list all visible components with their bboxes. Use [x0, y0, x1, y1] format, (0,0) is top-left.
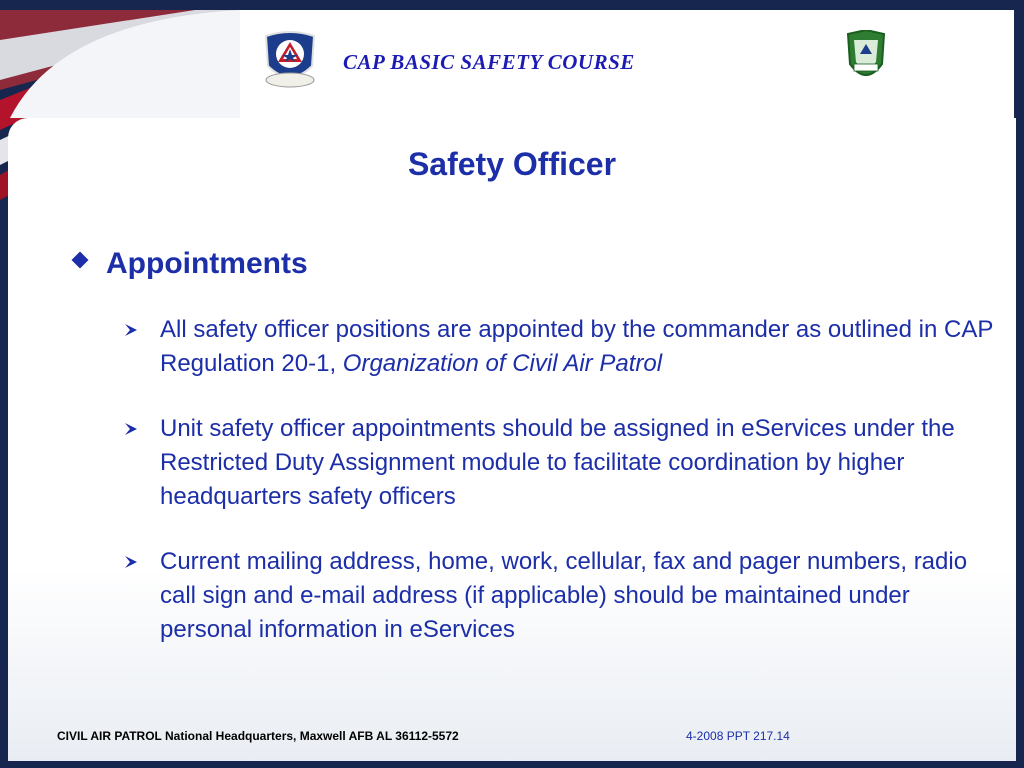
slide-title: Safety Officer	[407, 146, 617, 182]
bullet-item	[122, 313, 1002, 381]
footer-organization: CIVIL AIR PATROL National Headquarters, Maxwell AFB AL 36112-5572	[57, 729, 459, 743]
bullet-item	[122, 545, 1002, 647]
bullet-list	[122, 313, 1002, 678]
bullet-text: Unit safety officer appointments should be assigned in eServices under the Restricted Duty Assignment module to facilitate coordination by higher headquarters safety officers	[160, 415, 955, 510]
arrow-bullet-icon	[124, 555, 138, 569]
bullet-item	[122, 412, 1002, 514]
section-heading: Appointments	[106, 247, 308, 280]
diamond-bullet-icon	[72, 252, 89, 269]
bullet-italic-text: Organization of Civil Air Patrol	[342, 350, 663, 377]
header-title: CAP BASIC SAFETY COURSE	[343, 50, 635, 74]
safety-shield-icon	[842, 30, 890, 86]
arrow-bullet-icon	[124, 422, 138, 436]
heading-row	[74, 247, 308, 281]
bullet-text: All safety officer positions are appointed by the commander as outlined in CAP Regulation 20-1,	[160, 316, 993, 377]
arrow-bullet-icon	[124, 323, 138, 337]
bullet-text: Current mailing address, home, work, cellular, fax and pager numbers, radio call sign and e-mail address (if applicable) should be maintained under personal information in eServices	[160, 548, 968, 643]
cap-seal-icon	[262, 30, 318, 90]
footer-reference: 4-2008 PPT 217.14	[686, 729, 790, 743]
